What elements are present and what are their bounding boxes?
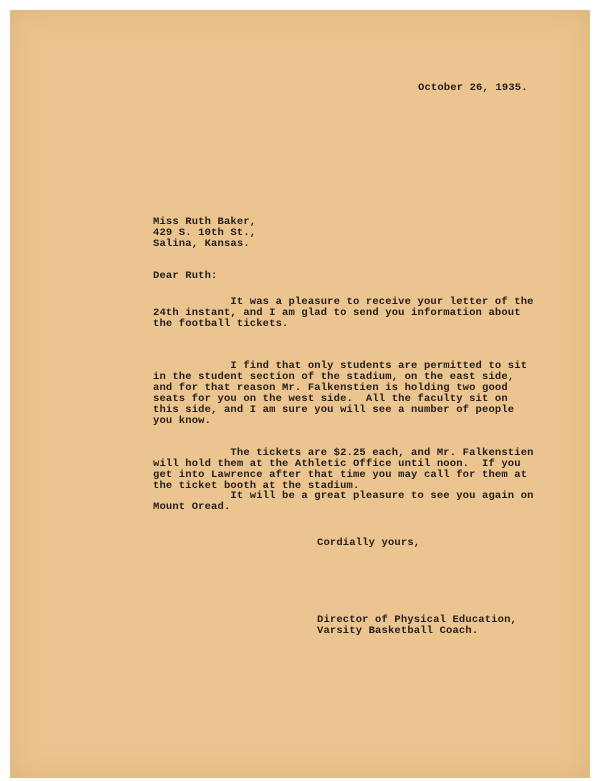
body-paragraph-3: The tickets are $2.25 each, and Mr. Falkenstien will hold them at the Athletic Office until noon. If you get into Lawrence after that time you may call for them at the ticket booth at the stadium. bbox=[153, 447, 534, 492]
body-paragraph-1: It was a pleasure to receive your letter of the 24th instant, and I am glad to send you information about the football tickets. bbox=[153, 296, 534, 330]
body-paragraph-2: I find that only students are permitted to sit in the student section of the stadium, on the east side, and for that reason Mr. Falkenstien is holding two good seats for you on the west side. All the faculty sit on this side, and I am sure you will see a number of people you know. bbox=[153, 360, 528, 427]
closing: Cordially yours, bbox=[317, 537, 421, 549]
letter-page bbox=[10, 10, 590, 778]
recipient-name: Miss Ruth Baker, bbox=[153, 216, 257, 228]
recipient-address bbox=[153, 217, 256, 250]
body-paragraph-4: It will be a great pleasure to see you again on Mount Oread. bbox=[153, 490, 534, 513]
letter-date: October 26, 1935. bbox=[418, 82, 528, 94]
signature-title-2: Varsity Basketball Coach. bbox=[317, 625, 479, 637]
recipient-street: 429 S. 10th St., bbox=[153, 227, 257, 239]
salutation: Dear Ruth: bbox=[153, 270, 218, 282]
signature-title-1: Director of Physical Education, bbox=[317, 614, 517, 626]
recipient-city: Salina, Kansas. bbox=[153, 238, 250, 250]
signature-block bbox=[317, 615, 517, 637]
